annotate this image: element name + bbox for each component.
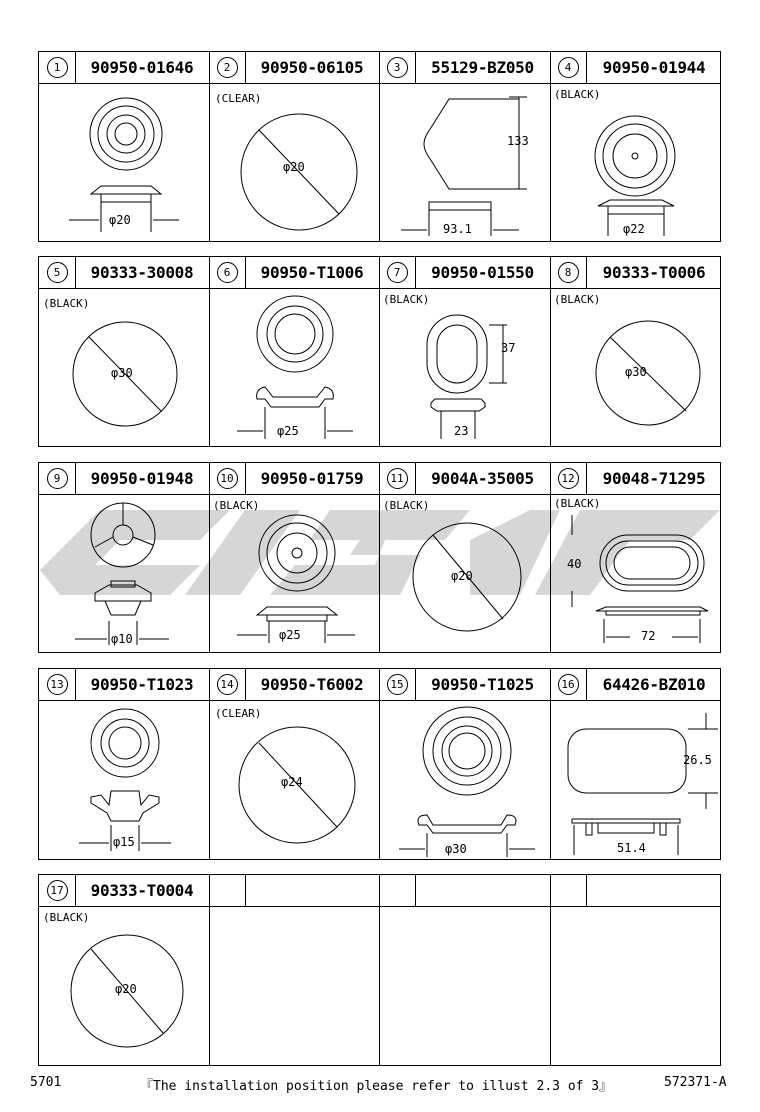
- item-number-badge: 16: [550, 669, 586, 700]
- grommet-drawing: [550, 84, 722, 242]
- item-number-badge: 10: [209, 463, 245, 494]
- cap-drawing: [39, 495, 209, 653]
- part-number[interactable]: 90950-01759: [260, 469, 364, 488]
- part-number[interactable]: 55129-BZ050: [431, 58, 534, 77]
- dimension-label: φ30: [111, 366, 133, 380]
- dimension-label: φ20: [109, 213, 131, 227]
- dimension-label: φ25: [277, 424, 299, 438]
- dimension-label: 72: [641, 629, 656, 643]
- dimension-label: 26.5: [683, 753, 712, 767]
- item-number-badge: 13: [39, 669, 75, 700]
- item-number-badge: 12: [550, 463, 586, 494]
- part-number[interactable]: 90950-01944: [602, 58, 706, 77]
- dimension-label: 37: [501, 341, 516, 355]
- parts-row-5: [38, 874, 721, 1066]
- plug-drawing: [550, 701, 722, 859]
- plug-drawing: [379, 84, 550, 242]
- dimension-label: φ10: [111, 632, 133, 646]
- part-number[interactable]: 90950-T1025: [431, 675, 534, 694]
- parts-row-2: [38, 256, 721, 447]
- color-note: (BLACK): [43, 297, 90, 310]
- part-number[interactable]: 90950-01646: [90, 58, 194, 77]
- dimension-label: 51.4: [617, 841, 646, 855]
- part-number[interactable]: 90950-T1023: [90, 675, 194, 694]
- part-number[interactable]: 90333-T0006: [602, 263, 706, 282]
- item-number-badge: 3: [379, 52, 415, 83]
- color-note: (BLACK): [383, 293, 430, 306]
- grommet-drawing: [550, 495, 722, 653]
- page-code: 5701: [30, 1075, 62, 1090]
- dimension-label: φ22: [623, 222, 645, 236]
- item-number-badge: 17: [39, 875, 75, 906]
- installation-note: 『The installation position please refer to illust 2.3 of 3』: [140, 1079, 613, 1094]
- color-note: (BLACK): [43, 911, 90, 924]
- part-number[interactable]: 9004A-35005: [431, 469, 534, 488]
- color-note: (CLEAR): [215, 92, 262, 105]
- part-number[interactable]: 90333-30008: [90, 263, 194, 282]
- dimension-label: 93.1: [443, 222, 472, 236]
- color-note: (BLACK): [554, 497, 601, 510]
- part-number[interactable]: 64426-BZ010: [602, 675, 706, 694]
- parts-row-3: [38, 462, 721, 653]
- item-number-badge: 9: [39, 463, 75, 494]
- color-note: (BLACK): [554, 88, 601, 101]
- item-number-badge: 2: [209, 52, 245, 83]
- part-number[interactable]: 90950-06105: [260, 58, 364, 77]
- item-number-badge: 14: [209, 669, 245, 700]
- item-number-badge: 7: [379, 257, 415, 288]
- color-note: (CLEAR): [215, 707, 262, 720]
- color-note: (BLACK): [554, 293, 601, 306]
- color-note: (BLACK): [383, 499, 430, 512]
- dimension-label: 133: [507, 134, 529, 148]
- dimension-label: φ20: [115, 982, 137, 996]
- part-number[interactable]: 90950-T6002: [260, 675, 364, 694]
- dimension-label: φ20: [451, 569, 473, 583]
- parts-row-1: [38, 51, 721, 242]
- item-number-badge: 4: [550, 52, 586, 83]
- item-number-badge: 11: [379, 463, 415, 494]
- dimension-label: φ30: [625, 365, 647, 379]
- grommet-drawing: [379, 701, 550, 859]
- item-number-badge: 6: [209, 257, 245, 288]
- color-note: (BLACK): [213, 499, 260, 512]
- dimension-label: φ30: [445, 842, 467, 856]
- dimension-label: 40: [567, 557, 582, 571]
- dimension-label: 23: [454, 424, 469, 438]
- dimension-label: φ20: [283, 160, 305, 174]
- part-number[interactable]: 90950-01550: [431, 263, 534, 282]
- item-number-badge: 1: [39, 52, 75, 83]
- parts-row-4: [38, 668, 721, 860]
- dimension-label: φ24: [281, 775, 303, 789]
- part-number[interactable]: 90950-T1006: [260, 263, 364, 282]
- part-number[interactable]: 90333-T0004: [90, 881, 194, 900]
- item-number-badge: 15: [379, 669, 415, 700]
- dimension-label: φ15: [113, 835, 135, 849]
- dimension-label: φ25: [279, 628, 301, 642]
- part-number[interactable]: 90048-71295: [602, 469, 706, 488]
- illustration-code: 572371-A: [664, 1075, 727, 1090]
- part-number[interactable]: 90950-01948: [90, 469, 194, 488]
- item-number-badge: 8: [550, 257, 586, 288]
- item-number-badge: 5: [39, 257, 75, 288]
